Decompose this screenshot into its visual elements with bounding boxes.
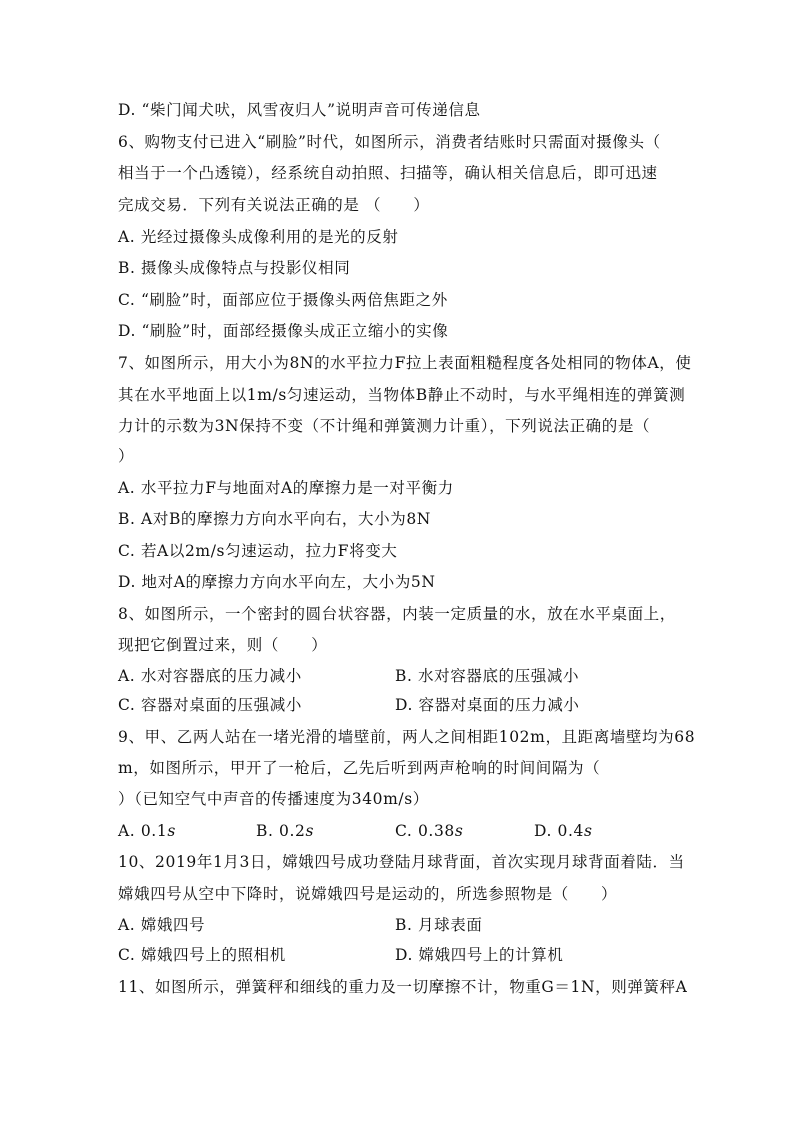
q7-option-d: D. 地对A的摩擦力方向水平向左，大小为5N (118, 573, 436, 591)
q9-option-b: B. 0.2s (256, 822, 315, 840)
q7-stem-line-4: ） (118, 447, 135, 465)
q6-option-a: A. 光经过摄像头成像利用的是光的反射 (118, 228, 399, 246)
q10-option-a: A. 嫦娥四号 (118, 916, 206, 934)
q7-option-c: C. 若A以2m/s匀速运动，拉力F将变大 (118, 542, 398, 560)
q10-stem-line-2: 嫦娥四号从空中下降时，说嫦娥四号是运动的，所选参照物是（ ） (118, 885, 618, 903)
q10-option-b: B. 月球表面 (395, 916, 483, 934)
q6-stem-line-3: 完成交易．下列有关说法正确的是 （ ） (118, 196, 430, 214)
q10-options-row-1 (118, 915, 718, 935)
q6-option-b: B. 摄像头成像特点与投影仪相同 (118, 259, 351, 277)
q7-stem-line-2: 其在水平地面上以1m/s匀速运动，当物体B静止不动时，与水平绳相连的弹簧测 (118, 386, 686, 404)
q7-stem-line-3: 力计的示数为3N保持不变（不计绳和弹簧测力计重），下列说法正确的是（ (118, 417, 651, 435)
q9-stem-line-1: 9、甲、乙两人站在一堵光滑的墙壁前，两人之间相距102m，且距离墙壁均为68 (118, 728, 696, 746)
q9-option-c: C. 0.38s (395, 822, 464, 840)
q10-options-row-2 (118, 945, 718, 965)
q7-option-b: B. A对B的摩擦力方向水平向右，大小为8N (118, 510, 431, 528)
q10-option-c: C. 嫦娥四号上的照相机 (118, 946, 286, 964)
q5-option-d: D. “柴门闻犬吠，风雪夜归人”说明声音可传递信息 (118, 101, 481, 119)
q8-stem-line-2: 现把它倒置过来，则（ ） (118, 636, 328, 654)
q6-stem-line-2: 相当于一个凸透镜），经系统自动拍照、扫描等，确认相关信息后，即可迅速 (118, 164, 658, 182)
q8-options-row-2 (118, 695, 718, 715)
q10-stem-line-1: 10、2019年1月3日，嫦娥四号成功登陆月球背面，首次实现月球背面着陆．当 (118, 853, 685, 871)
q6-stem-line-1: 6、购物支付已进入“刷脸”时代，如图所示，消费者结账时只需面对摄像头（ (118, 133, 661, 151)
q8-stem-line-1: 8、如图所示，一个密封的圆台状容器，内装一定质量的水，放在水平桌面上， (118, 605, 676, 623)
q6-option-c: C. “刷脸”时，面部应位于摄像头两倍焦距之外 (118, 291, 448, 309)
q9-option-d: D. 0.4s (534, 822, 593, 840)
q11-stem-line-1: 11、如图所示，弹簧秤和细线的重力及一切摩擦不计，物重G＝1N，则弹簧秤A (118, 978, 688, 996)
q6-option-d: D. “刷脸”时，面部经摄像头成正立缩小的实像 (118, 322, 449, 340)
q9-stem-line-2: m，如图所示，甲开了一枪后，乙先后听到两声枪响的时间间隔为（ (118, 759, 601, 777)
q8-option-c: C. 容器对桌面的压强减小 (118, 696, 302, 714)
q8-option-b: B. 水对容器底的压强减小 (395, 667, 580, 685)
q7-option-a: A. 水平拉力F与地面对A的摩擦力是一对平衡力 (118, 479, 454, 497)
q8-option-a: A. 水对容器底的压力减小 (118, 667, 302, 685)
q8-options-row-1 (118, 666, 718, 686)
q10-option-d: D. 嫦娥四号上的计算机 (395, 946, 564, 964)
q9-option-a: A. 0.1s (118, 822, 176, 840)
q9-options-row (118, 821, 718, 841)
q7-stem-line-1: 7、如图所示，用大小为8N的水平拉力F拉上表面粗糙程度各处相同的物体A，使 (118, 354, 692, 372)
q8-option-d: D. 容器对桌面的压力减小 (395, 696, 580, 714)
q9-stem-line-3: ）（已知空气中声音的传播速度为340m/s） (118, 790, 429, 808)
